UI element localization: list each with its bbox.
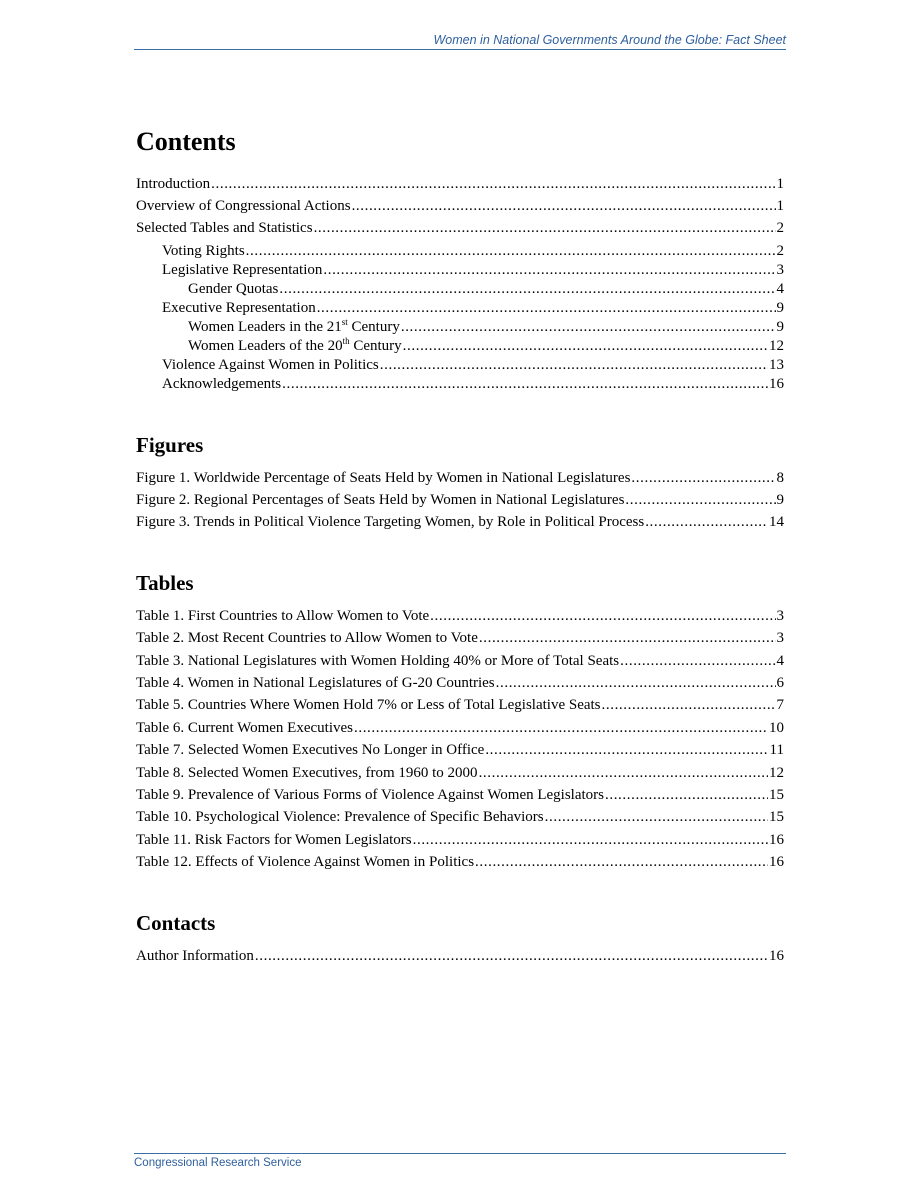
contacts-heading: Contacts [136,911,216,935]
figures-heading: Figures [136,433,204,457]
toc-entry-introduction[interactable]: Introduction ..... 1 [136,175,784,193]
toc-entry-executive-representation[interactable]: Executive Representation ..... 9 [162,299,784,317]
toc-entry-table-6[interactable]: Table 6. Current Women Executives ..... 10 [136,719,784,737]
contents-heading: Contents [136,127,236,156]
toc-entry-table-5[interactable]: Table 5. Countries Where Women Hold 7% or Less of Total Legislative Seats ..... 7 [136,696,784,714]
toc-entry-author-information[interactable]: Author Information ..... 16 [136,947,784,965]
toc-entry-table-10[interactable]: Table 10. Psychological Violence: Prevalence of Specific Behaviors ..... 15 [136,808,784,826]
tables-heading: Tables [136,571,194,595]
toc-entry-violence-against-women[interactable]: Violence Against Women in Politics ..... 13 [162,356,784,374]
toc-entry-table-2[interactable]: Table 2. Most Recent Countries to Allow Women to Vote ..... 3 [136,629,784,647]
toc-entry-table-12[interactable]: Table 12. Effects of Violence Against Women in Politics ..... 16 [136,853,784,871]
page-footer: Congressional Research Service [134,1153,786,1170]
toc-entry-voting-rights[interactable]: Voting Rights ..... 2 [162,242,784,260]
toc-entry-figure-2[interactable]: Figure 2. Regional Percentages of Seats Held by Women in National Legislatures ..... 9 [136,491,784,509]
toc-entry-women-leaders-21st[interactable]: Women Leaders in the 21st Century ..... 9 [188,318,784,336]
page-header: Women in National Governments Around the Globe: Fact Sheet [134,32,786,50]
toc-entry-women-leaders-20th[interactable]: Women Leaders of the 20th Century ..... 12 [188,337,784,355]
toc-entry-gender-quotas[interactable]: Gender Quotas ..... 4 [188,280,784,298]
toc-entry-table-4[interactable]: Table 4. Women in National Legislatures of G-20 Countries ..... 6 [136,674,784,692]
toc-entry-legislative-representation[interactable]: Legislative Representation ..... 3 [162,261,784,279]
toc-entry-table-9[interactable]: Table 9. Prevalence of Various Forms of Violence Against Women Legislators ..... 15 [136,786,784,804]
toc-entry-figure-3[interactable]: Figure 3. Trends in Political Violence Targeting Women, by Role in Political Process ..... 14 [136,513,784,531]
toc-entry-table-7[interactable]: Table 7. Selected Women Executives No Longer in Office ..... 11 [136,741,784,759]
toc-entry-selected-tables[interactable]: Selected Tables and Statistics ..... 2 [136,219,784,237]
toc-entry-overview[interactable]: Overview of Congressional Actions ..... 1 [136,197,784,215]
toc-entry-table-1[interactable]: Table 1. First Countries to Allow Women to Vote ..... 3 [136,607,784,625]
toc-entry-figure-1[interactable]: Figure 1. Worldwide Percentage of Seats Held by Women in National Legislatures ..... 8 [136,469,784,487]
toc-entry-table-3[interactable]: Table 3. National Legislatures with Women Holding 40% or More of Total Seats ..... 4 [136,652,784,670]
toc-entry-acknowledgements[interactable]: Acknowledgements ..... 16 [162,375,784,393]
toc-entry-table-8[interactable]: Table 8. Selected Women Executives, from 1960 to 2000 ..... 12 [136,764,784,782]
toc-entry-table-11[interactable]: Table 11. Risk Factors for Women Legislators ..... 16 [136,831,784,849]
